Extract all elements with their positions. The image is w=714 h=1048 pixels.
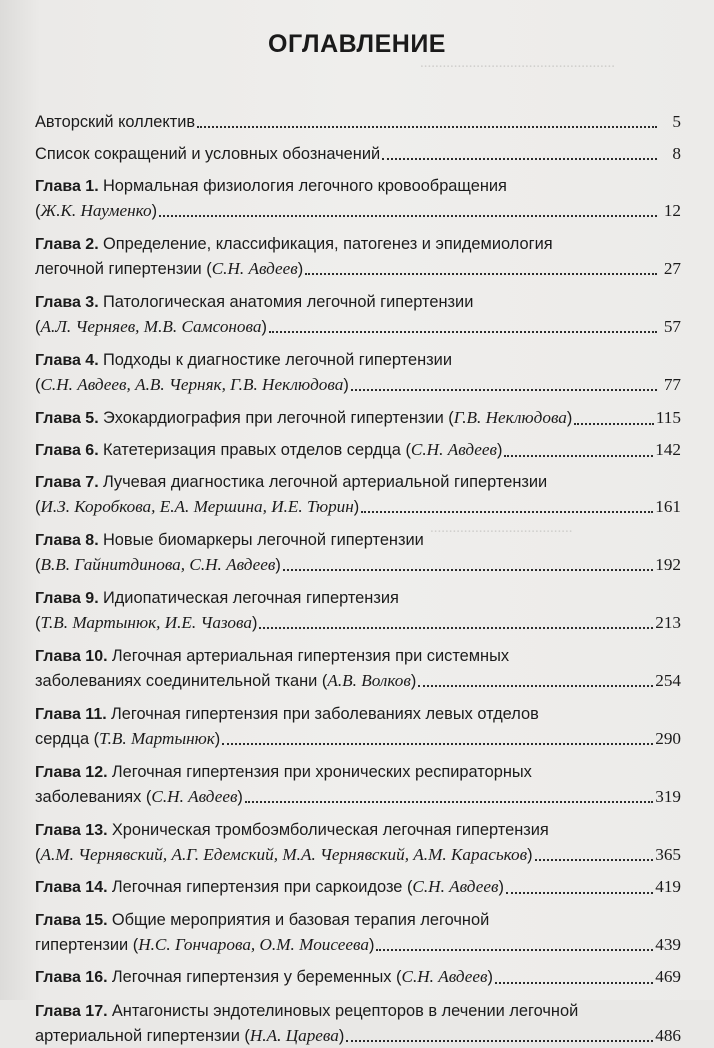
chapter-title-continuation: сердца ( — [35, 730, 100, 748]
opening-paren: ( — [35, 614, 41, 632]
toc-entry-continuation — [35, 933, 374, 957]
toc-entry[interactable] — [35, 586, 681, 635]
page-number: 161 — [655, 497, 681, 516]
chapter-label: Глава 9. — [35, 590, 99, 607]
toc-entry[interactable] — [35, 110, 681, 134]
chapter-title-continuation: легочной гипертензии ( — [35, 260, 212, 278]
page-number: 192 — [655, 555, 681, 574]
chapter-title-continuation: заболеваниях соединительной ткани ( — [35, 672, 328, 690]
chapter-title-continuation: артериальной гипертензии ( — [35, 1027, 250, 1045]
closing-paren: ) — [237, 788, 243, 806]
closing-paren: ) — [343, 376, 349, 394]
chapter-title-continuation: гипертензии ( — [35, 936, 139, 954]
closing-paren: ) — [297, 260, 304, 278]
toc-entry-line — [35, 495, 681, 519]
chapter-title: Идиопатическая легочная гипертензия — [102, 589, 399, 607]
chapter-label: Глава 11. — [35, 706, 107, 723]
closing-paren: ) — [151, 202, 158, 220]
chapter-label: Глава 15. — [35, 912, 108, 929]
toc-entry-line — [35, 965, 681, 990]
toc-entry-line — [35, 785, 681, 809]
page-number: 439 — [655, 935, 681, 954]
chapter-authors: С.Н. Авдеев — [410, 440, 497, 459]
toc-entry-heading-line — [35, 348, 452, 373]
toc-entry-line — [35, 232, 681, 257]
chapter-title: Общие мероприятия и базовая терапия легочной — [111, 911, 490, 929]
page-number: 319 — [655, 787, 681, 806]
dot-leader — [222, 743, 653, 745]
chapter-label: Глава 16. — [35, 969, 108, 986]
chapter-label: Глава 12. — [35, 764, 108, 781]
dot-leader — [346, 1040, 653, 1042]
chapter-label: Глава 2. — [35, 236, 99, 253]
toc-entry[interactable] — [35, 406, 681, 431]
chapter-authors: В.В. Гайнитдинова, С.Н. Авдеев — [40, 555, 276, 574]
dot-leader — [376, 949, 653, 951]
toc-entry[interactable] — [35, 290, 681, 339]
chapter-title: Катетеризация правых отделов сердца ( — [102, 441, 411, 459]
toc-entry-heading-line — [35, 174, 507, 199]
chapter-label: Глава 3. — [35, 294, 99, 311]
toc-entry-line — [35, 908, 681, 933]
toc-entry-heading-line — [35, 232, 553, 257]
toc-entry-line — [35, 843, 681, 867]
table-of-contents — [35, 110, 681, 1048]
dot-leader — [269, 331, 657, 333]
chapter-title: Патологическая анатомия легочной гипертензии — [102, 293, 474, 311]
chapter-label: Глава 5. — [35, 410, 99, 427]
opening-paren: ( — [35, 202, 41, 220]
toc-entry[interactable] — [35, 348, 681, 397]
toc-entry[interactable] — [35, 644, 681, 693]
opening-paren: ( — [35, 846, 41, 864]
page-number: 469 — [655, 967, 681, 986]
toc-entry-line — [35, 644, 681, 669]
chapter-authors: А.В. Волков — [327, 671, 411, 690]
closing-paren: ) — [496, 441, 503, 459]
closing-paren: ) — [498, 878, 504, 896]
chapter-authors: С.Н. Авдеев — [211, 259, 298, 278]
page-number: 486 — [655, 1026, 681, 1045]
toc-entry-line — [35, 760, 681, 785]
chapter-title: Новые биомаркеры легочной гипертензии — [102, 531, 424, 549]
toc-entry-heading-line — [35, 875, 504, 900]
chapter-authors: Т.В. Мартынюк, И.Е. Чазова — [40, 613, 252, 632]
dot-leader — [351, 389, 657, 391]
toc-entry-heading-line — [35, 438, 502, 463]
toc-entry-line — [35, 199, 681, 223]
closing-paren: ) — [338, 1027, 345, 1045]
toc-entry-continuation — [35, 495, 359, 519]
page-number: 27 — [663, 259, 681, 278]
toc-entry-continuation — [35, 785, 243, 809]
chapter-title: Лучевая диагностика легочной артериальной гипертензии — [102, 473, 548, 491]
chapter-authors: Ж.К. Науменко — [40, 201, 152, 220]
toc-entry[interactable] — [35, 908, 681, 957]
chapter-authors: Н.С. Гончарова, О.М. Моисеева — [138, 935, 369, 954]
dot-leader — [574, 423, 653, 425]
toc-entry-continuation — [35, 727, 220, 751]
chapter-title: Нормальная физиология легочного кровообращения — [102, 177, 507, 195]
toc-entry[interactable] — [35, 174, 681, 223]
toc-entry[interactable] — [35, 232, 681, 281]
closing-paren: ) — [251, 614, 258, 632]
toc-entry-line — [35, 142, 681, 166]
chapter-label: Глава 7. — [35, 474, 99, 491]
dot-leader — [259, 627, 653, 629]
chapter-authors: Н.А. Царева — [249, 1026, 339, 1045]
page-number: 419 — [655, 877, 681, 896]
toc-entry-heading-line — [35, 818, 549, 843]
closing-paren: ) — [487, 968, 493, 986]
dot-leader — [495, 982, 653, 984]
toc-entry-heading-line — [35, 702, 539, 727]
toc-entry[interactable] — [35, 702, 681, 751]
chapter-label: Глава 10. — [35, 648, 108, 665]
toc-entry-heading-line — [35, 999, 578, 1024]
toc-entry[interactable] — [35, 438, 681, 463]
toc-entry-continuation — [35, 669, 416, 693]
toc-entry-line — [35, 110, 681, 134]
toc-entry-heading-line — [35, 528, 424, 553]
toc-entry-heading-line — [35, 470, 547, 495]
toc-entry-heading-line — [35, 290, 473, 315]
page-number: 290 — [655, 729, 681, 748]
opening-paren: ( — [35, 318, 41, 336]
dot-leader — [504, 455, 653, 457]
toc-entry-line — [35, 257, 681, 281]
toc-entry-heading-line — [35, 586, 399, 611]
toc-entry-line — [35, 373, 681, 397]
toc-entry-continuation — [35, 553, 281, 577]
toc-entry[interactable] — [35, 965, 681, 990]
chapter-label: Глава 1. — [35, 178, 99, 195]
page-number: 57 — [663, 317, 681, 336]
chapter-title: Легочная артериальная гипертензия при системных — [111, 647, 510, 665]
toc-entry-line — [35, 611, 681, 635]
chapter-authors: А.М. Чернявский, А.Г. Едемский, М.А. Чернявский, А.М. Караськов — [40, 845, 528, 864]
toc-entry-line — [35, 528, 681, 553]
chapter-title: Легочная гипертензия у беременных ( — [111, 968, 402, 986]
closing-paren: ) — [410, 672, 417, 690]
chapter-authors: С.Н. Авдеев — [412, 877, 499, 896]
opening-paren: ( — [35, 376, 41, 394]
chapter-label: Глава 8. — [35, 532, 99, 549]
toc-entry-line — [35, 315, 681, 339]
closing-paren: ) — [275, 556, 281, 574]
chapter-authors: Г.В. Неклюдова — [453, 408, 567, 427]
dot-leader — [159, 215, 657, 217]
toc-entry-continuation — [35, 315, 267, 339]
toc-entry-continuation — [35, 373, 349, 397]
page-number: 77 — [663, 375, 681, 394]
toc-entry[interactable] — [35, 760, 681, 809]
chapter-label: Глава 17. — [35, 1003, 108, 1020]
dot-leader — [305, 273, 657, 275]
toc-entry-heading-line — [35, 760, 532, 785]
toc-entry-heading-line — [35, 110, 195, 134]
page-number: 365 — [655, 845, 681, 864]
toc-entry-heading-line — [35, 908, 489, 933]
closing-paren: ) — [368, 936, 375, 954]
chapter-title: Определение, классификация, патогенез и эпидемиология — [102, 235, 553, 253]
toc-entry-line — [35, 406, 681, 431]
toc-entry[interactable] — [35, 470, 681, 519]
dot-leader — [506, 892, 653, 894]
chapter-label: Глава 14. — [35, 879, 108, 896]
chapter-title: Легочная гипертензия при хронических респираторных — [111, 763, 532, 781]
toc-entry-line — [35, 553, 681, 577]
bleed-through-text: .................................................... — [420, 55, 615, 71]
closing-paren: ) — [527, 846, 533, 864]
chapter-title: Подходы к диагностике легочной гипертензии — [102, 351, 452, 369]
toc-entry[interactable] — [35, 528, 681, 577]
chapter-authors: И.З. Коробкова, Е.А. Мершина, И.Е. Тюрин — [40, 497, 354, 516]
toc-entry-heading-line — [35, 142, 380, 166]
toc-entry-line — [35, 290, 681, 315]
toc-entry-line — [35, 999, 681, 1024]
toc-entry-line — [35, 1024, 681, 1048]
dot-leader — [361, 511, 653, 513]
page-number: 254 — [655, 671, 681, 690]
chapter-label: Глава 4. — [35, 352, 99, 369]
toc-entry-line — [35, 586, 681, 611]
toc-entry-continuation — [35, 611, 257, 635]
toc-entry-continuation — [35, 199, 157, 223]
toc-entry[interactable] — [35, 142, 681, 166]
toc-entry-line — [35, 438, 681, 463]
dot-leader — [382, 158, 657, 160]
chapter-authors: С.Н. Авдеев, А.В. Черняк, Г.В. Неклюдова — [40, 375, 344, 394]
toc-entry-continuation — [35, 1024, 344, 1048]
page-title: ОГЛАВЛЕНИЕ — [268, 30, 446, 58]
chapter-title: Список сокращений и условных обозначений — [35, 145, 381, 163]
toc-entry-line — [35, 702, 681, 727]
chapter-title: Антагонисты эндотелиновых рецепторов в лечении легочной — [111, 1002, 579, 1020]
toc-entry-heading-line — [35, 644, 509, 669]
closing-paren: ) — [214, 730, 221, 748]
chapter-label: Глава 6. — [35, 442, 99, 459]
page-number: 5 — [672, 112, 681, 131]
closing-paren: ) — [353, 498, 360, 516]
page-number: 8 — [672, 144, 681, 163]
page-number: 12 — [663, 201, 681, 220]
toc-entry[interactable] — [35, 818, 681, 867]
toc-entry-line — [35, 470, 681, 495]
page-number: 142 — [655, 440, 681, 459]
dot-leader — [283, 569, 653, 571]
chapter-authors: А.Л. Черняев, М.В. Самсонова — [40, 317, 262, 336]
chapter-authors: Т.В. Мартынюк — [99, 729, 215, 748]
toc-entry[interactable] — [35, 875, 681, 900]
closing-paren: ) — [566, 409, 573, 427]
chapter-title: Эхокардиография при легочной гипертензии ( — [102, 409, 454, 427]
toc-entry-line — [35, 727, 681, 751]
page-number: 213 — [655, 613, 681, 632]
toc-entry-line — [35, 818, 681, 843]
chapter-title: Авторский коллектив — [35, 113, 196, 131]
chapter-title-continuation: заболеваниях ( — [35, 788, 152, 806]
opening-paren: ( — [35, 556, 41, 574]
bleed-through-text: ...................................... — [430, 520, 573, 536]
dot-leader — [418, 685, 653, 687]
chapter-title: Легочная гипертензия при заболеваниях левых отделов — [110, 705, 539, 723]
chapter-title: Легочная гипертензия при саркоидозе ( — [111, 878, 413, 896]
toc-entry-line — [35, 174, 681, 199]
toc-entry-line — [35, 669, 681, 693]
toc-entry-line — [35, 933, 681, 957]
dot-leader — [197, 126, 657, 128]
chapter-label: Глава 13. — [35, 822, 108, 839]
toc-entry-line — [35, 875, 681, 900]
dot-leader — [535, 859, 654, 861]
page-number: 115 — [655, 408, 681, 427]
chapter-authors: С.Н. Авдеев — [151, 787, 238, 806]
closing-paren: ) — [261, 318, 267, 336]
toc-entry-heading-line — [35, 406, 572, 431]
toc-entry-line — [35, 348, 681, 373]
toc-entry-continuation — [35, 257, 303, 281]
toc-entry-continuation — [35, 843, 533, 867]
dot-leader — [245, 801, 653, 803]
chapter-title: Хроническая тромбоэмболическая легочная гипертензия — [111, 821, 549, 839]
toc-entry[interactable] — [35, 999, 681, 1048]
chapter-authors: С.Н. Авдеев — [401, 967, 488, 986]
opening-paren: ( — [35, 498, 41, 516]
toc-entry-heading-line — [35, 965, 493, 990]
